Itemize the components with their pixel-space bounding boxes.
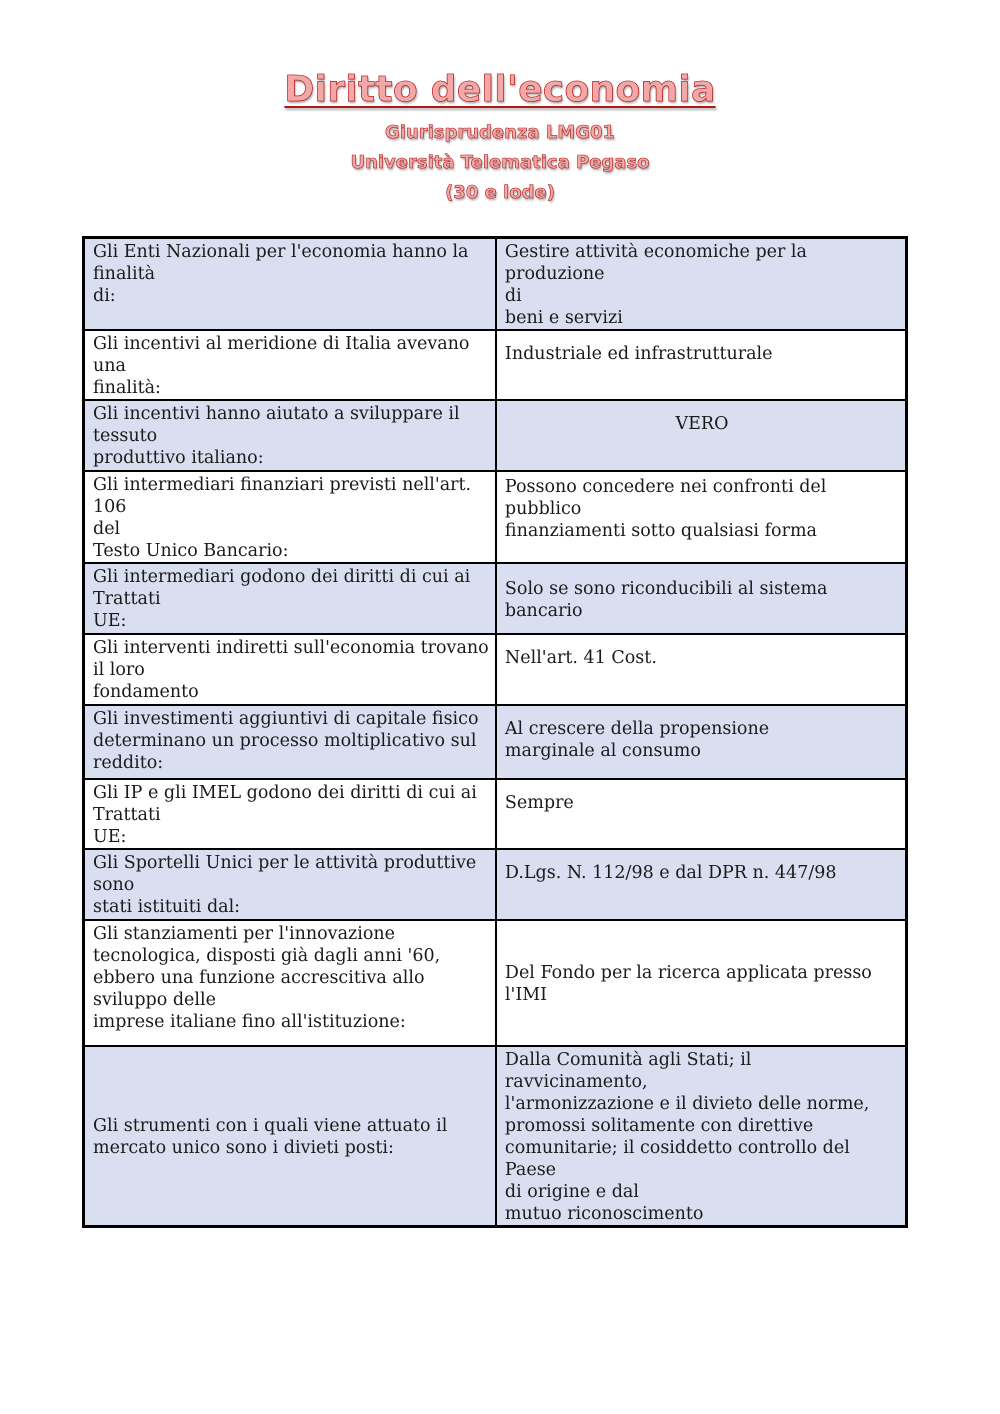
question-cell: Gli stanziamenti per l'innovazione tecnologica, disposti già dagli anni '60, ebbero una funzione accrescitiva allo sviluppo delle imprese italiane fino all'istituzione: [84, 920, 496, 1046]
answer-cell: Industriale ed infrastrutturale [496, 330, 907, 400]
qa-table [82, 236, 908, 1228]
answer-cell: Dalla Comunità agli Stati; il ravvicinamento, l'armonizzazione e il divieto delle norme, promossi solitamente con direttive comunitarie; il cosiddetto controllo del Paese di origine e dal mutuo riconoscimento [496, 1046, 907, 1227]
table-row [84, 634, 907, 705]
table-row [84, 705, 907, 779]
table-row [84, 849, 907, 920]
table-row [84, 400, 907, 471]
answer-cell: D.Lgs. N. 112/98 e dal DPR n. 447/98 [496, 849, 907, 920]
document-title: Diritto dell'economia [284, 69, 716, 110]
answer-cell: Sempre [496, 779, 907, 849]
answer-cell: Al crescere della propensione marginale al consumo [496, 705, 907, 779]
table-row [84, 471, 907, 563]
question-cell: Gli incentivi hanno aiutato a sviluppare il tessuto produttivo italiano: [84, 400, 496, 471]
table-row [84, 563, 907, 634]
table-row [84, 330, 907, 400]
question-cell: Gli Enti Nazionali per l'economia hanno la finalità di: [84, 238, 496, 331]
answer-cell: VERO [496, 400, 907, 471]
question-cell: Gli investimenti aggiuntivi di capitale fisico determinano un processo moltiplicativo sul reddito: [84, 705, 496, 779]
answer-cell: Gestire attività economiche per la produzione di beni e servizi [496, 238, 907, 331]
question-cell: Gli intermediari finanziari previsti nell'art. 106 del Testo Unico Bancario: [84, 471, 496, 563]
course-name: Giurisprudenza LMG01 [384, 122, 616, 143]
answer-cell: Nell'art. 41 Cost. [496, 634, 907, 705]
table-row [84, 238, 907, 331]
grade-note: (30 e lode) [445, 182, 555, 203]
table-row [84, 1046, 907, 1227]
table-row [84, 920, 907, 1046]
university-name: Università Telematica Pegaso [350, 152, 650, 173]
question-cell: Gli IP e gli IMEL godono dei diritti di cui ai Trattati UE: [84, 779, 496, 849]
question-cell: Gli incentivi al meridione di Italia avevano una finalità: [84, 330, 496, 400]
question-cell: Gli strumenti con i quali viene attuato il mercato unico sono i divieti posti: [84, 1046, 496, 1227]
answer-cell: Solo se sono riconducibili al sistema bancario [496, 563, 907, 634]
question-cell: Gli interventi indiretti sull'economia trovano il loro fondamento [84, 634, 496, 705]
table-row [84, 779, 907, 849]
question-cell: Gli Sportelli Unici per le attività produttive sono stati istituiti dal: [84, 849, 496, 920]
answer-cell: Possono concedere nei confronti del pubblico finanziamenti sotto qualsiasi forma [496, 471, 907, 563]
question-cell: Gli intermediari godono dei diritti di cui ai Trattati UE: [84, 563, 496, 634]
document-header [0, 62, 1000, 208]
answer-cell: Del Fondo per la ricerca applicata presso l'IMI [496, 920, 907, 1046]
